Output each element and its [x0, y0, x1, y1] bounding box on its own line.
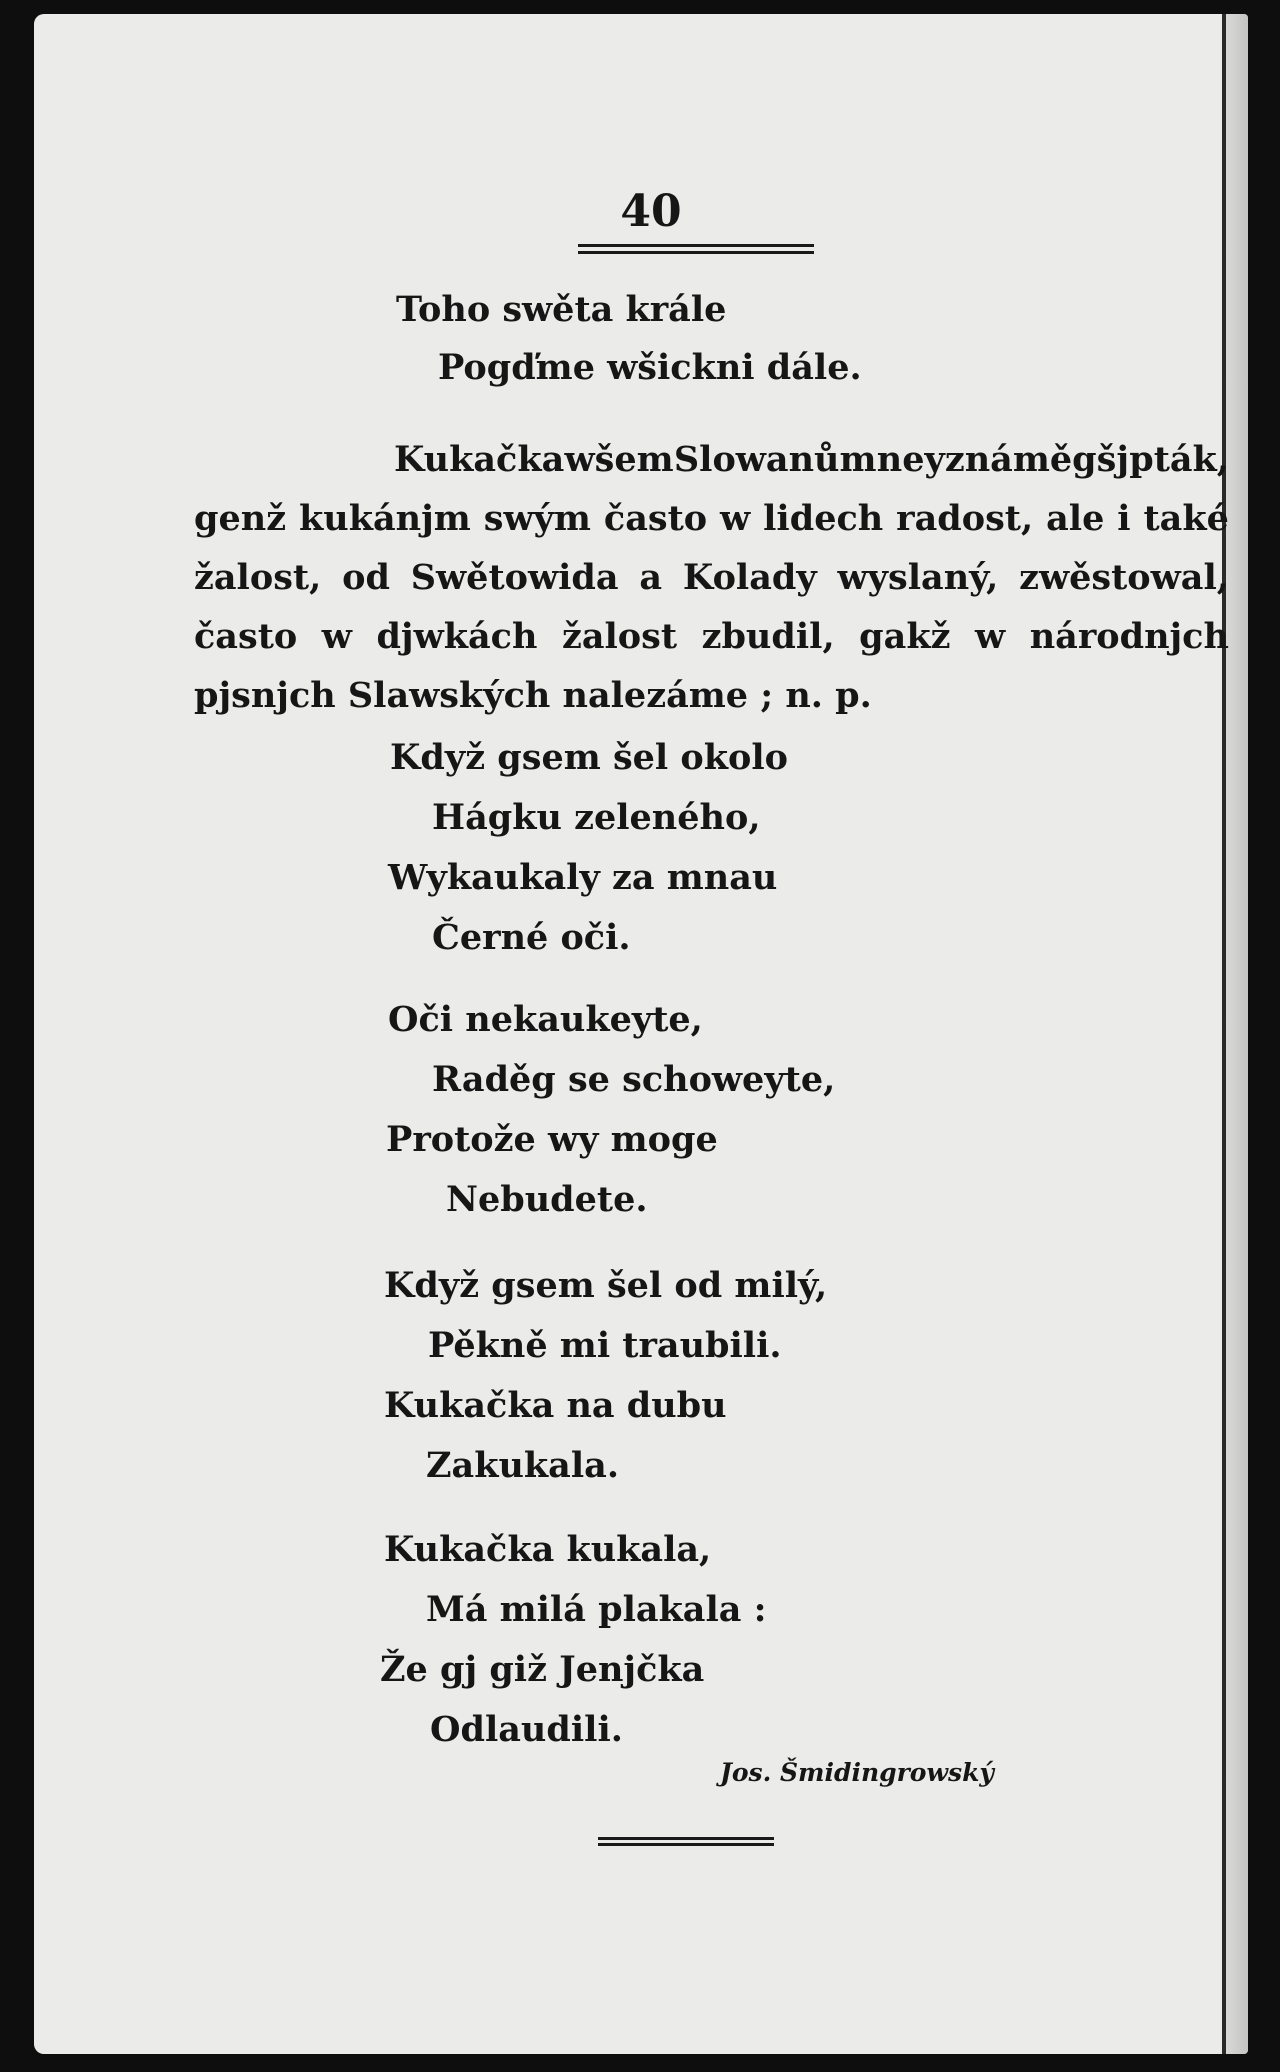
prose-word: ale — [1046, 498, 1105, 539]
prose-word: i — [1117, 498, 1131, 539]
prose-word: swým — [483, 498, 591, 539]
poem-line: Protože wy moge — [386, 1119, 718, 1160]
poem-line: Když gsem šel od milý, — [384, 1265, 828, 1306]
prose-word: kukánjm — [299, 498, 471, 539]
prose-word: Kolady — [682, 557, 817, 598]
poem-line: Raděg se schoweyte, — [432, 1059, 836, 1100]
prose-line — [194, 616, 1229, 678]
prose-word: a — [639, 557, 663, 598]
poem-line: Pěkně mi traubili. — [428, 1325, 782, 1366]
prose-word: zbudil, — [701, 616, 835, 657]
verse-intro-line: Toho swěta krále — [396, 289, 727, 330]
header-rule — [578, 244, 814, 254]
prose-word: také — [1143, 498, 1229, 539]
prose-word: w — [321, 616, 352, 657]
prose-line — [194, 498, 1229, 560]
footer-rule — [598, 1837, 774, 1846]
facing-page-edge — [1226, 14, 1248, 2054]
poem-line: Oči nekaukeyte, — [388, 999, 703, 1040]
prose-word: od — [342, 557, 390, 598]
prose-word: w — [975, 616, 1006, 657]
prose-line: pjsnjch Slawských nalezáme ; n. p. — [194, 675, 872, 716]
verse-intro-line: Pogďme wšickni dále. — [438, 347, 862, 388]
author-signature: Jos. Šmidingrowský — [720, 1758, 994, 1787]
page-number: 40 — [620, 186, 682, 237]
prose-word: Swětowida — [410, 557, 619, 598]
prose-line — [194, 557, 1229, 619]
poem-line: Hágku zeleného, — [432, 797, 761, 838]
prose-word: djwkách — [376, 616, 538, 657]
prose-word: neyznáměgšj — [876, 439, 1129, 480]
prose-word: radost, — [896, 498, 1034, 539]
prose-word: lidech — [763, 498, 884, 539]
poem-line: Když gsem šel okolo — [390, 737, 788, 778]
prose-word: žalost — [561, 616, 678, 657]
poem-line: Černé oči. — [432, 917, 631, 958]
prose-word: zwěstowal, — [1019, 557, 1229, 598]
prose-word: Kukačka — [394, 439, 565, 480]
book-page — [34, 14, 1248, 2054]
prose-word: často — [603, 498, 708, 539]
prose-line — [194, 439, 1229, 501]
poem-line: Má milá plakala : — [426, 1589, 767, 1630]
poem-line: Kukačka kukala, — [384, 1529, 712, 1570]
prose-word: často — [194, 616, 298, 657]
prose-word: w — [720, 498, 751, 539]
prose-word: pták, — [1129, 439, 1229, 480]
prose-word: žalost, — [194, 557, 322, 598]
prose-word: wšem — [564, 439, 674, 480]
poem-line: Wykaukaly za mnau — [388, 857, 778, 898]
poem-line: Zakukala. — [426, 1445, 620, 1486]
poem-line: Nebudete. — [446, 1179, 648, 1220]
prose-paragraph — [194, 439, 1229, 737]
prose-word: národnjch — [1029, 616, 1229, 657]
prose-word: gakž — [859, 616, 951, 657]
prose-word: wyslaný, — [837, 557, 999, 598]
prose-word: Slowanům — [673, 439, 877, 480]
poem-line: Odlaudili. — [430, 1709, 623, 1750]
prose-word: genž — [194, 498, 287, 539]
poem-line: Že gj giž Jenjčka — [380, 1649, 705, 1690]
poem-line: Kukačka na dubu — [384, 1385, 727, 1426]
